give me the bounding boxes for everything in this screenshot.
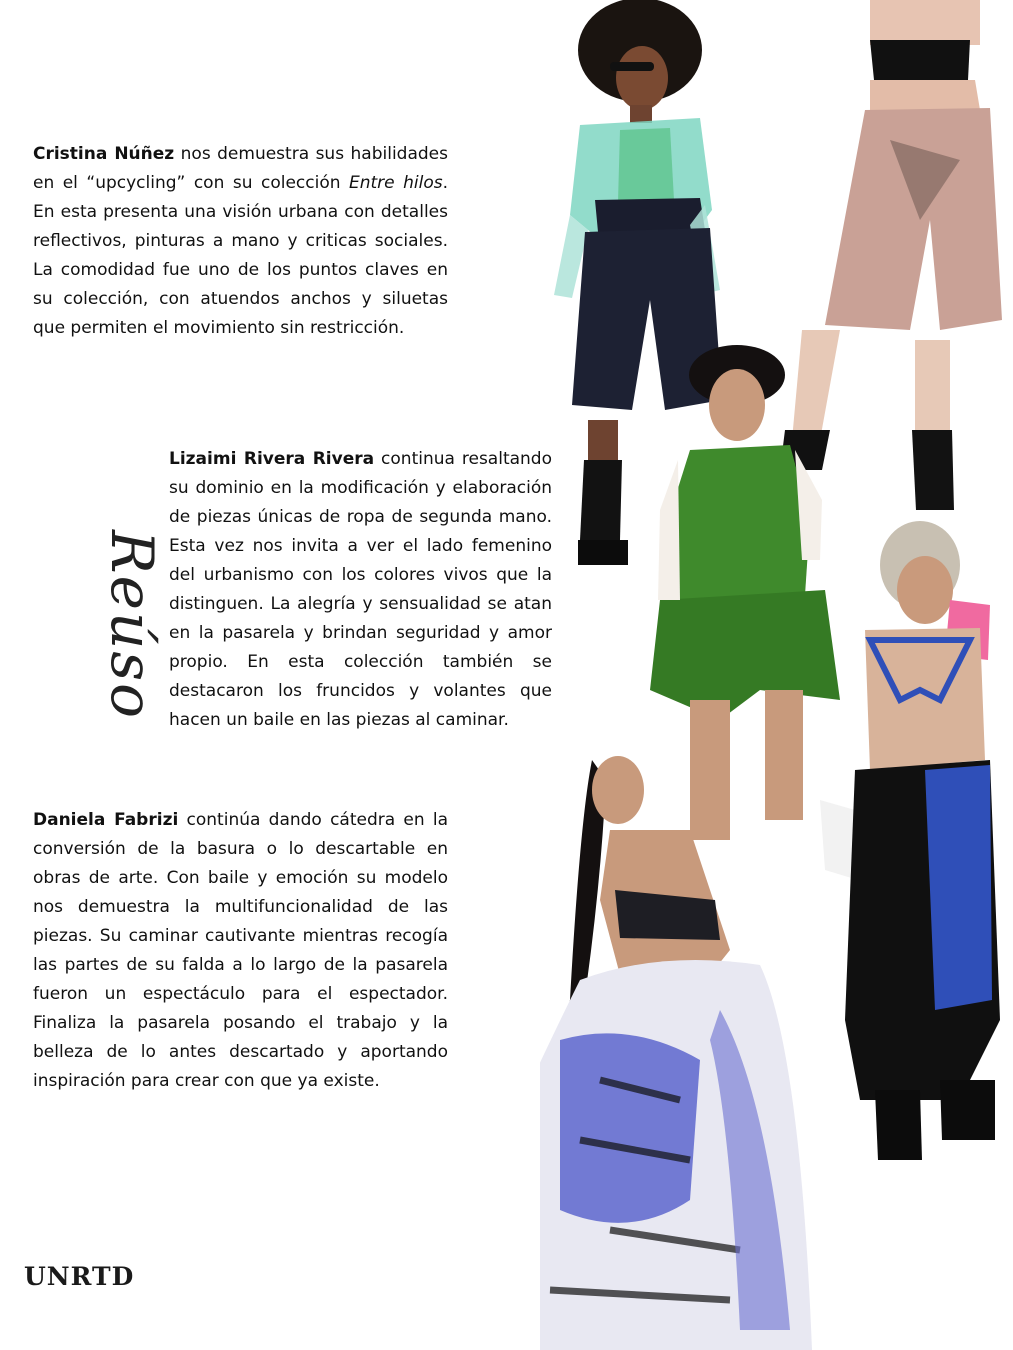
paragraph-cristina-nunez [33, 140, 448, 343]
paragraph-daniela-fabrizi [33, 806, 448, 1096]
model-photo-green-dress [650, 345, 858, 880]
model-photo-painted-skirt [540, 756, 812, 1350]
script-word-reuso [40, 520, 170, 760]
designer-name: Daniela Fabrizi [33, 810, 179, 830]
collection-title: Entre hilos [348, 173, 443, 193]
brand-logo-unrtd: UNRTD [24, 1262, 135, 1291]
paragraph-text: continúa dando cátedra en la conversión de la basura o lo descartable en obras de arte. Con baile y emoción su modelo nos demuestra la multifuncionalidad de las piezas. Su caminar cautivante mientras recogía las partes de su falda a lo largo de la pasarela fueron un espectáculo para el espectador. Finaliza la pasarela posando el trabajo y la belleza de lo antes descartado y aportando inspiración para crear con que ya existe. [33, 810, 449, 1091]
model-photo-blue-skirt [845, 521, 1000, 1160]
runway-photo-collage [540, 0, 1013, 1350]
paragraph-text: continua resaltando su dominio en la modificación y elaboración de piezas únicas de ropa de segunda mano. Esta vez nos invita a ver el lado femenino del urbanismo con los colores vivos que la distinguen. La alegría y sensualidad se atan en la pasarela y brindan seguridad y amor propio. En esta colección también se destacaron los fruncidos y volantes que hacen un baile en las piezas al caminar. [169, 449, 552, 730]
paragraph-lizaimi-rivera [169, 445, 552, 735]
script-word-text: Reúso [98, 530, 166, 721]
designer-name: Cristina Núñez [33, 144, 175, 164]
designer-name: Lizaimi Rivera Rivera [169, 449, 375, 469]
paragraph-text: nos demuestra sus habilidades en el “upcycling” con su colección [33, 144, 448, 193]
model-photo-painted-pants [780, 0, 1002, 510]
paragraph-text: . En esta presenta una visión urbana con detalles reflectivos, pinturas a mano y criticas sociales. La comodidad fue uno de los puntos claves en su colección, con atuendos anchos y siluetas que permiten el movimiento sin restricción. [33, 173, 448, 338]
